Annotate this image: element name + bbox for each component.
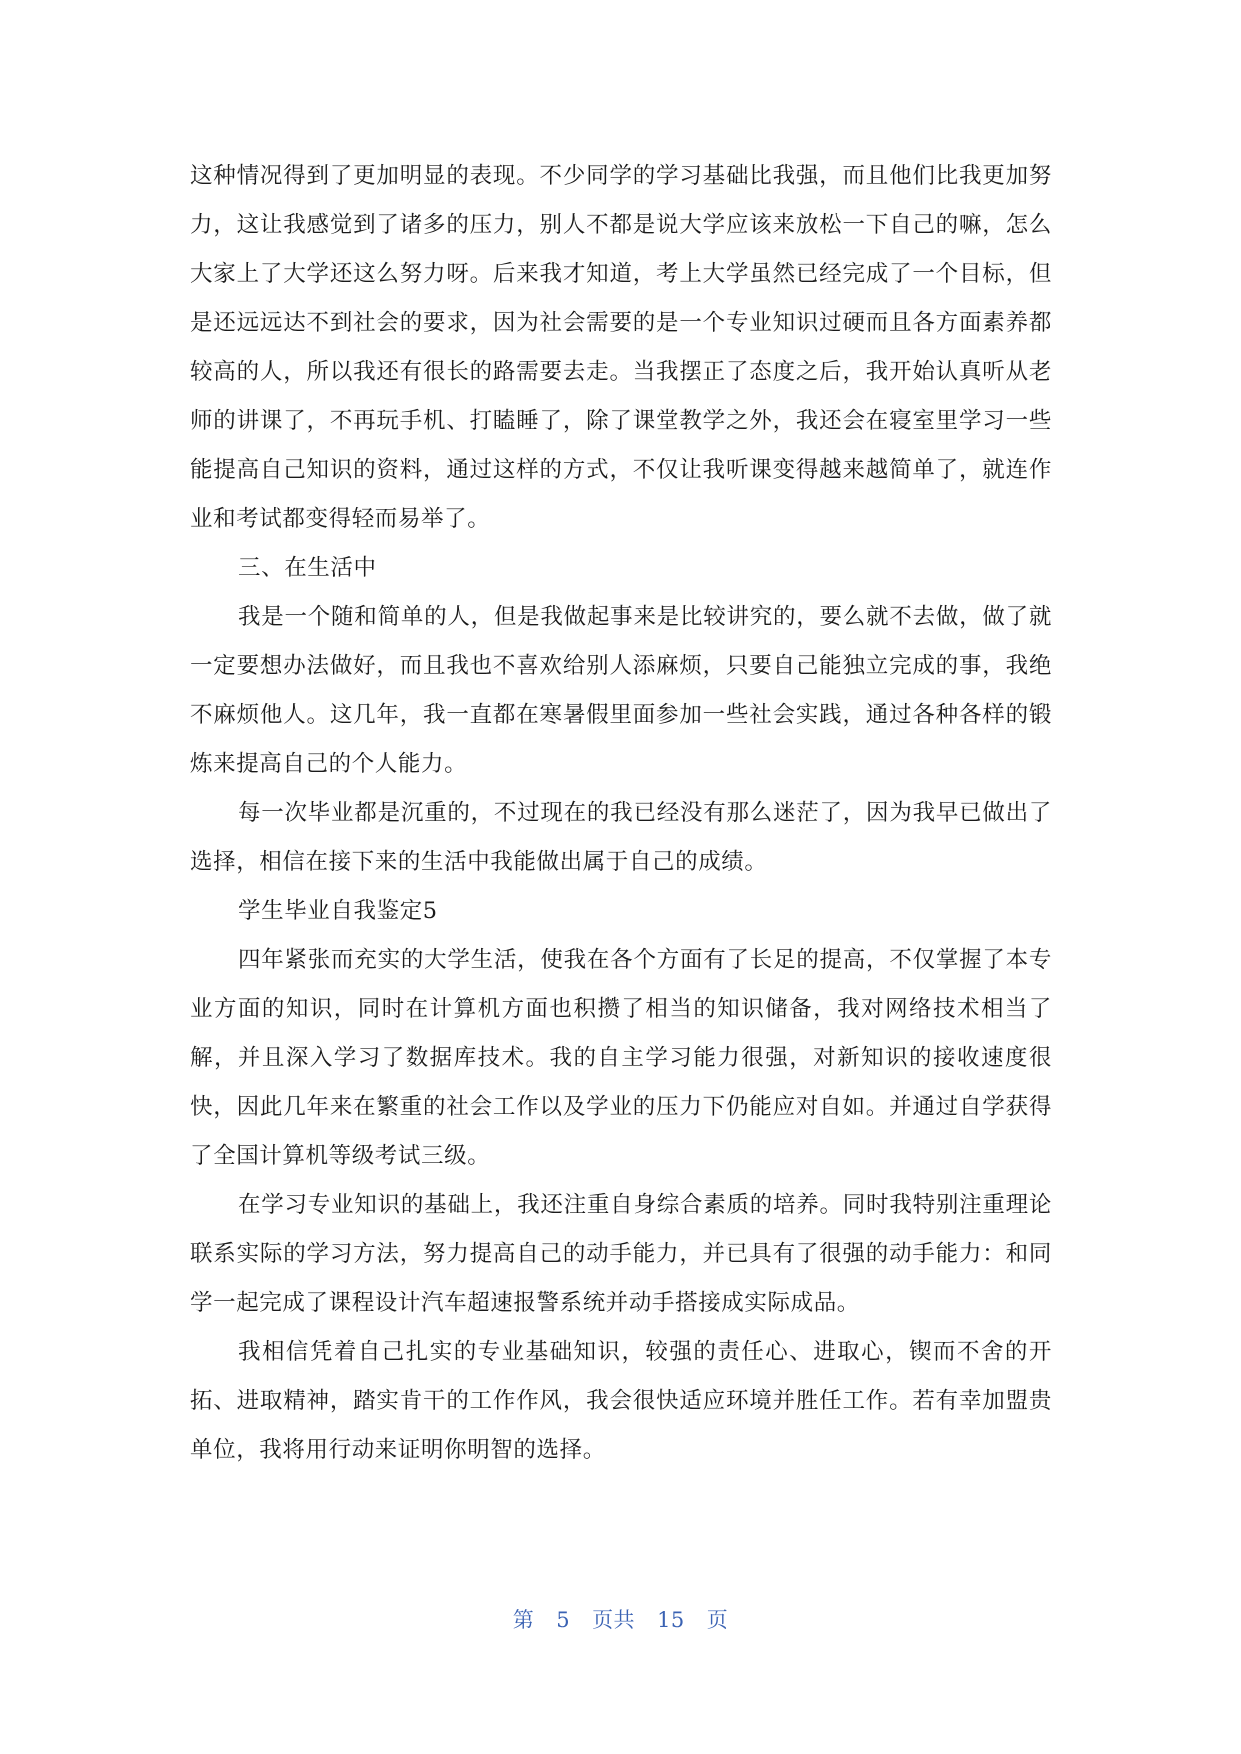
paragraph: 每一次毕业都是沉重的，不过现在的我已经没有那么迷茫了，因为我早已做出了选择，相信在接下来的生活中我能做出属于自己的成绩。: [190, 800, 1052, 875]
footer-middle: 页共: [592, 1608, 636, 1632]
section-heading-life: 三、在生活中: [238, 555, 377, 581]
paragraph: 我是一个随和简单的人，但是我做起事来是比较讲究的，要么就不去做，做了就一定要想办法做好，而且我也不喜欢给别人添麻烦，只要自己能独立完成的事，我绝不麻烦他人。这几年，我一直都在寒暑假里面参加一些社会实践，通过各种各样的锻炼来提高自己的个人能力。: [190, 604, 1052, 777]
page-number-footer: [0, 1604, 1241, 1634]
footer-suffix: 页: [706, 1608, 729, 1632]
paragraph-continued: 这种情况得到了更加明显的表现。不少同学的学习基础比我强，而且他们比我更加努力，这让我感觉到了诸多的压力，别人不都是说大学应该来放松一下自己的嘛，怎么大家上了大学还这么努力呀。后来我才知道，考上大学虽然已经完成了一个目标，但是还远远达不到社会的要求，因为社会需要的是一个专业知识过硬而且各方面素养都较高的人，所以我还有很长的路需要去走。当我摆正了态度之后，我开始认真听从老师的讲课了，不再玩手机、打瞌睡了，除了课堂教学之外，我还会在寝室里学习一些能提高自己知识的资料，通过这样的方式，不仅让我听课变得越来越简单了，就连作业和考试都变得轻而易举了。: [190, 163, 1052, 532]
paragraph: 在学习专业知识的基础上，我还注重自身综合素质的培养。同时我特别注重理论联系实际的学习方法，努力提高自己的动手能力，并已具有了很强的动手能力：和同学一起完成了课程设计汽车超速报警系统并动手搭接成实际成品。: [190, 1192, 1052, 1316]
footer-prefix: 第: [512, 1608, 535, 1632]
essay-title: 学生毕业自我鉴定5: [238, 898, 438, 924]
paragraph: 我相信凭着自己扎实的专业基础知识，较强的责任心、进取心，锲而不舍的开拓、进取精神，踏实肯干的工作作风，我会很快适应环境并胜任工作。若有幸加盟贵单位，我将用行动来证明你明智的选择。: [190, 1339, 1052, 1463]
paragraph: 四年紧张而充实的大学生活，使我在各个方面有了长足的提高，不仅掌握了本专业方面的知识，同时在计算机方面也积攒了相当的知识储备，我对网络技术相当了解，并且深入学习了数据库技术。我的自主学习能力很强，对新知识的接收速度很快，因此几年来在繁重的社会工作以及学业的压力下仍能应对自如。并通过自学获得了全国计算机等级考试三级。: [190, 947, 1052, 1169]
document-body: [190, 152, 1052, 1475]
footer-total-pages: 15: [657, 1608, 685, 1632]
footer-current-page: 5: [556, 1608, 571, 1632]
